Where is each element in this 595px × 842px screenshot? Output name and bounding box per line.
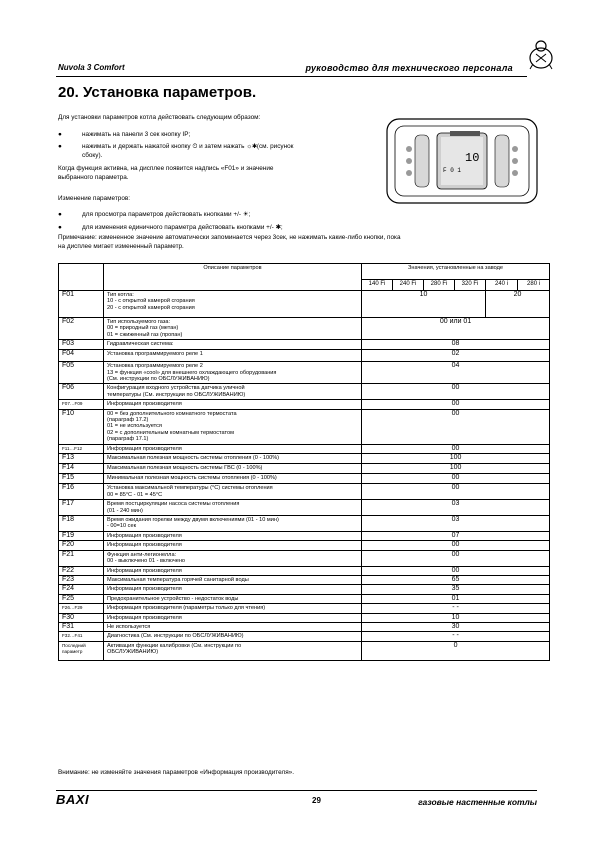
- factory-header: Значения, установленные на заводе: [362, 264, 550, 280]
- param-value: 100: [362, 454, 550, 464]
- param-value: 00: [362, 474, 550, 484]
- param-description: [104, 484, 362, 500]
- description-line: 00 = без дополнительного комнатного термостата: [107, 410, 237, 417]
- param-value: 10: [362, 291, 486, 318]
- param-description: [104, 613, 362, 622]
- display-code: F 0 1: [443, 167, 462, 174]
- param-code: F26…F29: [59, 604, 104, 613]
- table-row: [59, 318, 550, 340]
- intro-text: Для установки параметров котла действовать следующим образом:: [58, 114, 261, 121]
- table-row: [59, 541, 550, 550]
- param-value: 10: [362, 613, 550, 622]
- mascot-logo: [527, 38, 555, 70]
- param-value: 04: [362, 362, 550, 384]
- param-description: [104, 566, 362, 575]
- param-code: F13: [59, 454, 104, 464]
- table-row: [59, 566, 550, 575]
- param-description: [104, 444, 362, 453]
- active-text-1: Когда функция активна, на дисплее появится надпись «F01» и значение: [58, 165, 274, 172]
- param-code: F30: [59, 613, 104, 622]
- param-value: 02: [362, 350, 550, 362]
- param-code: F16: [59, 484, 104, 500]
- description-line: - 00=10 сек: [107, 523, 137, 530]
- description-line: Информация производителя (параметры только для чтения): [107, 605, 266, 612]
- table-row: [59, 340, 550, 350]
- list-item: сбоку).: [82, 152, 103, 159]
- param-code: F24: [59, 585, 104, 594]
- table-row: [59, 622, 550, 631]
- param-description: [104, 454, 362, 464]
- table-row: [59, 454, 550, 464]
- description-line: (параграф 17.2): [107, 417, 149, 424]
- description-line: Установка программируемого реле 1: [107, 351, 203, 358]
- footer-rule: [56, 790, 537, 791]
- param-value: 00: [362, 384, 550, 400]
- description-line: Информация производителя: [107, 401, 182, 408]
- warning-text: Внимание: не изменяйте значения параметров «Информация производителя».: [58, 769, 294, 776]
- description-line: Время ожидания горелки между двумя включениями (01 - 10 мин): [107, 516, 279, 523]
- table-row: [59, 400, 550, 409]
- table-row: [59, 613, 550, 622]
- param-description: [104, 575, 362, 584]
- param-value: 00: [362, 541, 550, 550]
- param-code: Последний параметр: [59, 641, 104, 660]
- model-header: 240 i: [486, 280, 518, 291]
- list-item: ● нажимать на панели 3 сек кнопку IP;: [58, 131, 191, 138]
- param-description: [104, 632, 362, 641]
- param-description: [104, 500, 362, 516]
- table-row: [59, 604, 550, 613]
- param-code: F11…F12: [59, 444, 104, 453]
- table-row: [59, 641, 550, 660]
- table-row: [59, 362, 550, 384]
- param-code: F10: [59, 409, 104, 444]
- active-text-2: выбранного параметра.: [58, 174, 129, 181]
- desc-header: Описание параметров: [104, 264, 362, 291]
- model-header: 140 Fi: [362, 280, 393, 291]
- param-code: F32…F41: [59, 632, 104, 641]
- list-item: ● для просмотра параметров действовать кнопками +/- ☀;: [58, 211, 251, 218]
- param-description: [104, 604, 362, 613]
- description-line: 10 - с открытой камерой сгорания: [107, 298, 195, 305]
- param-code: F25: [59, 594, 104, 603]
- param-code: F05: [59, 362, 104, 384]
- page-number: 29: [312, 796, 321, 805]
- param-description: [104, 585, 362, 594]
- param-description: [104, 550, 362, 566]
- table-row: [59, 594, 550, 603]
- param-value: 00: [362, 550, 550, 566]
- param-code: F04: [59, 350, 104, 362]
- description-line: Информация производителя: [107, 586, 182, 593]
- description-line: Время постциркуляции насоса системы отопления: [107, 501, 240, 508]
- description-line: 00 = природный газ (метан): [107, 325, 179, 332]
- param-description: [104, 409, 362, 444]
- list-item: ● нажимать и держать нажатой кнопку ⏲ и затем нажать ☼✱(см. рисунок: [58, 143, 294, 150]
- param-value: 0: [362, 641, 550, 660]
- header-cell: [59, 264, 104, 291]
- table-row: [59, 550, 550, 566]
- param-description: [104, 641, 362, 660]
- description-line: ОБСЛУЖИВАНИЮ): [107, 649, 159, 656]
- description-line: 01 = не используется: [107, 423, 162, 430]
- param-code: F07…F09: [59, 400, 104, 409]
- table-row: [59, 444, 550, 453]
- description-line: Предохранительное устройство - недостаток воды: [107, 595, 239, 602]
- footer-right: газовые настенные котлы: [418, 797, 537, 807]
- param-description: [104, 515, 362, 531]
- param-code: F18: [59, 515, 104, 531]
- param-description: [104, 622, 362, 631]
- param-code: F22: [59, 566, 104, 575]
- description-line: (См. инструкции по ОБСЛУЖИВАНИЮ): [107, 376, 210, 383]
- description-line: Активация функции калибровки (См. инструкции по: [107, 642, 242, 649]
- param-code: F31: [59, 622, 104, 631]
- description-line: Информация производителя: [107, 614, 182, 621]
- param-code: F01: [59, 291, 104, 318]
- description-line: Тип котла:: [107, 292, 134, 298]
- description-line: (параграф 17.1): [107, 436, 149, 443]
- list-item: ● для изменения единичного параметра действовать кнопками +/- ✱;: [58, 224, 283, 231]
- table-row: [59, 350, 550, 362]
- model-header: 320 Fi: [455, 280, 486, 291]
- description-line: 02 = с дополнительным комнатным термостатом: [107, 429, 234, 436]
- description-line: Минимальная полезная мощность системы отопления (0 - 100%): [107, 475, 277, 482]
- page-title: 20. Установка параметров.: [58, 84, 257, 101]
- description-line: Диагностика (См. инструкции по ОБСЛУЖИВАНИЮ): [107, 633, 244, 640]
- description-line: Гидравлическая система:: [107, 341, 174, 348]
- description-line: Информация производителя: [107, 542, 182, 549]
- header-right: руководство для технического персонала: [305, 63, 513, 73]
- param-value: 65: [362, 575, 550, 584]
- brand-logo: BAXI: [56, 792, 90, 807]
- note-text-2: на дисплее мигает измененный параметр.: [58, 243, 184, 250]
- param-value: 00: [362, 566, 550, 575]
- description-line: 00 - выключено 01 - включено: [107, 558, 186, 565]
- param-value: 07: [362, 531, 550, 540]
- table-row: [59, 464, 550, 474]
- param-value: 00 или 01: [362, 318, 550, 340]
- description-line: Максимальная температура горячей санитарной воды: [107, 576, 249, 583]
- param-description: [104, 464, 362, 474]
- param-value: 03: [362, 500, 550, 516]
- description-line: температуры (См. инструкции по ОБСЛУЖИВАНИЮ): [107, 391, 246, 398]
- table-row: [59, 500, 550, 516]
- table-row: [59, 632, 550, 641]
- param-code: F19: [59, 531, 104, 540]
- param-code: F14: [59, 464, 104, 474]
- param-code: F06: [59, 384, 104, 400]
- param-value: 00: [362, 400, 550, 409]
- param-value: 100: [362, 464, 550, 474]
- param-description: [104, 474, 362, 484]
- param-value: - -: [362, 632, 550, 641]
- description-line: Информация производителя: [107, 532, 182, 539]
- change-title: Изменение параметров:: [58, 195, 131, 202]
- param-description: [104, 318, 362, 340]
- param-description: [104, 340, 362, 350]
- description-line: (01 - 240 мин): [107, 507, 143, 514]
- param-code: F02: [59, 318, 104, 340]
- control-panel-illustration: [385, 117, 539, 205]
- description-line: 20 - с открытой камерой сгорания: [107, 304, 195, 311]
- description-line: 00 = 85°C - 01 = 45°C: [107, 491, 163, 498]
- parameters-table: [58, 263, 550, 661]
- description-line: Установка максимальной температуры (°C) системы отопления: [107, 485, 273, 492]
- header-left: Nuvola 3 Comfort: [58, 63, 125, 72]
- param-description: [104, 594, 362, 603]
- param-value: - -: [362, 604, 550, 613]
- param-description: [104, 384, 362, 400]
- model-header: 240 Fi: [393, 280, 424, 291]
- description-line: Установка программируемого реле 2: [107, 363, 203, 370]
- param-value: 00: [362, 409, 550, 444]
- table-row: [59, 409, 550, 444]
- table-row: [59, 575, 550, 584]
- param-code: F15: [59, 474, 104, 484]
- param-value: 03: [362, 515, 550, 531]
- param-value: 20: [486, 291, 550, 318]
- param-description: [104, 531, 362, 540]
- description-line: Информация производителя: [107, 445, 182, 452]
- description-line: 13 = функция «cool» для внешнего охлаждающего оборудования: [107, 369, 277, 376]
- param-description: [104, 400, 362, 409]
- table-row: [59, 484, 550, 500]
- description-line: Не используется: [107, 623, 151, 630]
- param-code: F20: [59, 541, 104, 550]
- param-code: F03: [59, 340, 104, 350]
- table-row: [59, 291, 550, 318]
- header-rule: [56, 76, 527, 77]
- param-value: 01: [362, 594, 550, 603]
- description-line: Тип используемого газа:: [107, 319, 171, 325]
- param-code: F23: [59, 575, 104, 584]
- param-value: 35: [362, 585, 550, 594]
- description-line: Максимальная полезная мощность системы ГВС (0 - 100%): [107, 465, 263, 472]
- param-value: 00: [362, 484, 550, 500]
- param-description: [104, 350, 362, 362]
- param-description: [104, 362, 362, 384]
- model-header: 280 i: [518, 280, 550, 291]
- param-code: F21: [59, 550, 104, 566]
- param-description: [104, 291, 362, 318]
- param-code: F17: [59, 500, 104, 516]
- model-header: 280 Fi: [424, 280, 455, 291]
- description-line: Функция анти-легионелла:: [107, 551, 177, 558]
- param-value: 08: [362, 340, 550, 350]
- table-row: [59, 474, 550, 484]
- table-row: [59, 384, 550, 400]
- param-value: 00: [362, 444, 550, 453]
- param-description: [104, 541, 362, 550]
- description-line: Информация производителя: [107, 567, 182, 574]
- param-value: 30: [362, 622, 550, 631]
- note-text-1: Примечание: измененное значение автоматически запоминается через 3сек, не нажимать какие-либо кнопки, пока: [58, 234, 401, 241]
- display-value: 10: [465, 151, 480, 165]
- description-line: Максимальная полезная мощность системы отопления (0 - 100%): [107, 455, 280, 462]
- table-row: [59, 585, 550, 594]
- table-row: [59, 515, 550, 531]
- description-line: 01 = сжиженный газ (пропан): [107, 331, 183, 338]
- description-line: Конфигурация входного устройства датчика уличной: [107, 385, 245, 392]
- table-row: [59, 531, 550, 540]
